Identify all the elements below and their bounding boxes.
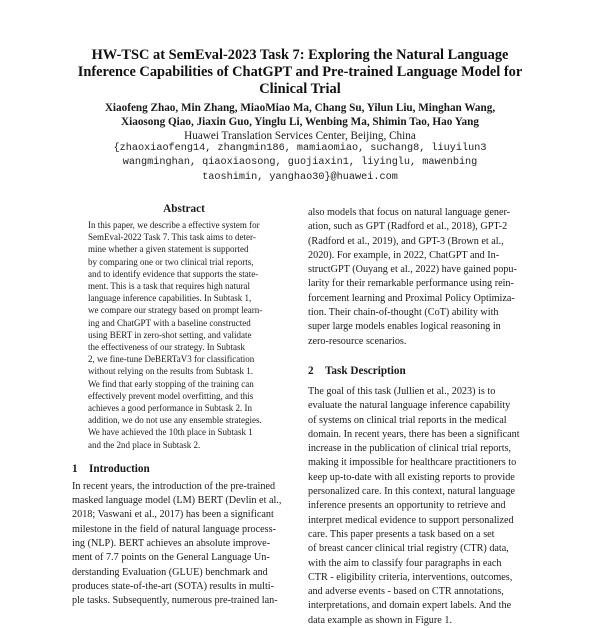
body-line: 2018; Vaswani et al., 2017) has been a significant xyxy=(72,509,274,521)
body-line: making it impossible for healthcare practitioners to xyxy=(308,457,517,469)
section-heading-introduction xyxy=(72,462,296,476)
body-line: larity for their remarkable performance using rein- xyxy=(308,278,514,290)
abstract-line: ment. This is a task that requires high natural xyxy=(88,281,251,292)
email-line: {zhaoxiaofeng14, zhangmin186, mamiaomiao, suchang8, liuyilun3 xyxy=(113,143,487,154)
body-line: produces state-of-the-art (SOTA) results in multi- xyxy=(72,580,275,592)
abstract-line: using BERT in zero-shot setting, and validate xyxy=(88,329,252,340)
abstract-body xyxy=(88,219,282,451)
body-line: structGPT (Ouyang et al., 2022) have gained popu- xyxy=(308,264,517,276)
author-line: Xiaosong Qiao, Jiaxin Guo, Yinglu Li, Wenbing Ma, Shimin Tao, Hao Yang xyxy=(121,116,479,128)
body-line: data example as shown in Figure 1. xyxy=(308,614,453,626)
body-line: super large models enables logical reasoning in xyxy=(308,321,501,333)
body-line: increase in the publication of clinical trial reports, xyxy=(308,443,512,455)
abstract-line: achieves a good performance in Subtask 2. In xyxy=(88,403,252,414)
body-line: tion. Their chain-of-thought (CoT) ability with xyxy=(308,307,499,319)
abstract-line: we compare our strategy based on prompt learn- xyxy=(88,305,263,316)
introduction-body xyxy=(72,480,296,609)
section-heading-task-description xyxy=(308,364,532,378)
email-line: taoshimin, yanghao30}@huawei.com xyxy=(202,171,398,183)
title-line: HW-TSC at SemEval-2023 Task 7: Exploring the Natural Language xyxy=(91,47,509,63)
abstract-line: without relying on the results from Subtask 1. xyxy=(88,366,253,377)
body-line: domain. In recent years, there has been a significant xyxy=(308,428,520,440)
title-line: Inference Capabilities of ChatGPT and Pre-trained Language Model for xyxy=(77,64,523,80)
body-line: forcement learning and Proximal Policy Optimiza- xyxy=(308,292,515,304)
introduction-continued xyxy=(308,206,532,349)
body-line: ment of 7.7 points on the General Language Un- xyxy=(72,552,270,564)
body-line: keep up-to-date with all existing reports to provide xyxy=(308,471,515,483)
body-line: ple tasks. Subsequently, numerous pre-trained lan- xyxy=(72,595,278,607)
left-column xyxy=(72,202,296,609)
section-title: Task Description xyxy=(325,364,406,377)
author-list xyxy=(40,101,560,129)
body-line: zero-resource scenarios. xyxy=(308,335,407,347)
abstract-line: the effectiveness of our strategy. In Subtask xyxy=(88,342,245,353)
abstract-line: by comparing one or two clinical trial reports, xyxy=(88,256,254,267)
body-line: 2020). For example, in 2022, ChatGPT and In- xyxy=(308,249,500,261)
body-line: interpretations, and domain expert labels. And the xyxy=(308,600,512,612)
body-line: The goal of this task (Jullien et al., 2023) is to xyxy=(308,385,496,397)
body-line: In recent years, the introduction of the pre-trained xyxy=(72,480,276,492)
body-line: with the aim to classify four paragraphs in each xyxy=(308,557,502,569)
email-list xyxy=(40,142,560,185)
paper-title xyxy=(40,47,560,98)
body-line: care. This paper presents a task based on a set xyxy=(308,528,495,540)
section-title: Introduction xyxy=(89,462,150,475)
body-line: of systems on clinical trial reports in the medical xyxy=(308,414,507,426)
body-line: inference presents an opportunity to retrieve and xyxy=(308,500,506,512)
body-line: and adverse events - based on CTR annotations, xyxy=(308,586,504,598)
body-line: CTR - eligibility criteria, interventions, outcomes, xyxy=(308,571,513,583)
body-line: ation, such as GPT (Radford et al., 2018), GPT-2 xyxy=(308,221,508,233)
author-line: Xiaofeng Zhao, Min Zhang, MiaoMiao Ma, Chang Su, Yilun Liu, Minghan Wang, xyxy=(104,102,496,114)
affiliation: Huawei Translation Services Center, Beijing, China xyxy=(184,130,416,142)
email-line: wangminghan, qiaoxiaosong, guojiaxin1, liyinglu, mawenbing xyxy=(122,157,478,169)
abstract-line: and to identify evidence that supports the state- xyxy=(88,268,259,279)
abstract-line: language inference capabilities. In Subtask 1, xyxy=(88,293,252,304)
section-number: 2 xyxy=(308,364,314,377)
body-line: evaluate the natural language inference capability xyxy=(308,400,511,412)
abstract-line: effectively prevent model overfitting, and this xyxy=(88,390,254,401)
abstract-line: and the 2nd place in Subtask 2. xyxy=(88,439,201,450)
abstract-line: We find that early stopping of the training can xyxy=(88,378,254,389)
abstract-line: mine whether a given statement is supported xyxy=(88,244,249,255)
abstract-heading: Abstract xyxy=(163,203,205,215)
body-line: derstanding Evaluation (GLUE) benchmark and xyxy=(72,566,268,578)
body-line: masked language model (LM) BERT (Devlin et al., xyxy=(72,495,282,507)
abstract-line: ing and ChatGPT with a baseline constructed xyxy=(88,317,251,328)
abstract-line: In this paper, we describe a effective system for xyxy=(88,220,260,230)
title-line: Clinical Trial xyxy=(259,81,341,97)
abstract-line: SemEval-2022 Task 7. This task aims to deter- xyxy=(88,232,256,243)
section-number: 1 xyxy=(72,462,78,475)
task-description-body xyxy=(308,385,532,628)
abstract-line: We have achieved the 10th place in Subtask 1 xyxy=(88,427,253,438)
right-column xyxy=(308,206,532,628)
body-line: (Radford et al., 2019), and GPT-3 (Brown et al., xyxy=(308,235,504,247)
body-line: ing (NLP). BERT achieves an absolute improve- xyxy=(72,538,271,550)
abstract-line: addition, we do not use any ensemble strategies. xyxy=(88,415,262,426)
body-line: interpret medical evidence to support personalized xyxy=(308,514,514,526)
body-line: also models that focus on natural language gener- xyxy=(308,207,511,218)
body-line: personalized care. In this context, natural language xyxy=(308,486,516,498)
body-line: of breast cancer clinical trial registry (CTR) data, xyxy=(308,543,509,555)
abstract-line: 2, we fine-tune DeBERTaV3 for classification xyxy=(88,354,255,365)
body-line: milestone in the field of natural language process- xyxy=(72,523,276,535)
